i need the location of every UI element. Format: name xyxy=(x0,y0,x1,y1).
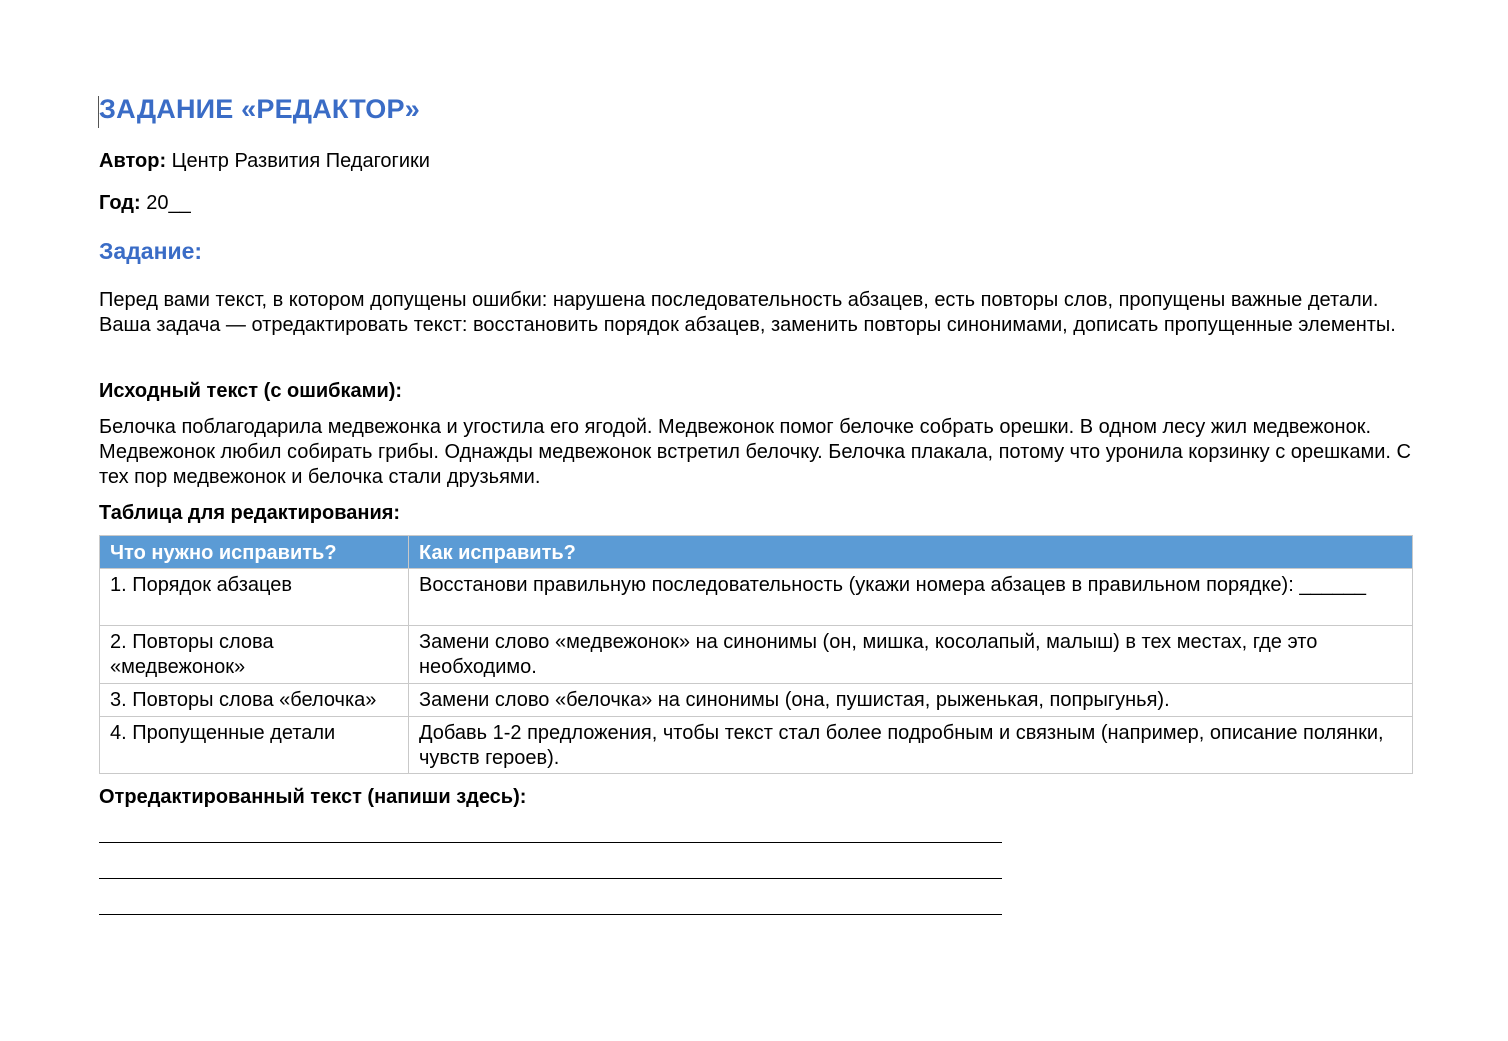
table-row xyxy=(100,684,1413,717)
year-line xyxy=(99,192,191,215)
year-value: 20__ xyxy=(140,192,191,214)
table-header-how: Как исправить? xyxy=(409,536,1413,569)
table-cell-issue: 1. Порядок абзацев xyxy=(100,569,409,626)
task-intro-paragraph: Перед вами текст, в котором допущены ошибки: нарушена последовательность абзацев, есть повторы слов, пропущены важные детали. Ваша задача — отредактировать текст: восстановить порядок абзацев, заменить повторы синонимами, дописать пропущенные элементы. xyxy=(99,289,1396,336)
answer-line xyxy=(99,878,1002,879)
table-header-row xyxy=(100,536,1413,569)
source-text-paragraph: Белочка поблагодарила медвежонка и угостила его ягодой. Медвежонок помог белочке собрать орешки. В одном лесу жил медвежонок. Медвежонок любил собирать грибы. Однажды медвежонок встретил белочку. Белочка плакала, потому что уронила корзинку с орешками. С тех пор медвежонок и белочка стали друзьями. xyxy=(99,416,1411,488)
year-label: Год: xyxy=(99,192,141,214)
table-cell-fix: Замени слово «медвежонок» на синонимы (он, мишка, косолапый, малыш) в тех местах, где это необходимо. xyxy=(409,626,1413,684)
answer-line xyxy=(99,842,1002,843)
source-text-heading: Исходный текст (с ошибками): xyxy=(99,380,403,402)
table-cell-issue: 4. Пропущенные детали xyxy=(100,717,409,774)
editing-table xyxy=(99,535,1413,774)
table-row xyxy=(100,569,1413,626)
table-header-what: Что нужно исправить? xyxy=(100,536,409,569)
answer-line xyxy=(99,914,1002,915)
table-cell-fix: Замени слово «белочка» на синонимы (она, пушистая, рыженькая, попрыгунья). xyxy=(409,684,1413,717)
edited-text-heading: Отредактированный текст (напиши здесь): xyxy=(99,786,527,808)
table-row xyxy=(100,626,1413,684)
table-cell-fix: Восстанови правильную последовательность (укажи номера абзацев в правильном порядке): ______ xyxy=(409,569,1413,626)
table-heading: Таблица для редактирования: xyxy=(99,502,401,524)
author-line xyxy=(99,150,430,173)
table-cell-fix: Добавь 1-2 предложения, чтобы текст стал более подробным и связным (например, описание полянки, чувств героев). xyxy=(409,717,1413,774)
table-cell-issue: 3. Повторы слова «белочка» xyxy=(100,684,409,717)
table-row xyxy=(100,717,1413,774)
task-heading: Задание: xyxy=(99,238,203,264)
document-title: ЗАДАНИЕ «РЕДАКТОР» xyxy=(99,94,420,124)
author-label: Автор: xyxy=(99,150,167,172)
author-value: Центр Развития Педагогики xyxy=(166,150,430,172)
table-cell-issue: 2. Повторы слова «медвежонок» xyxy=(100,626,409,684)
